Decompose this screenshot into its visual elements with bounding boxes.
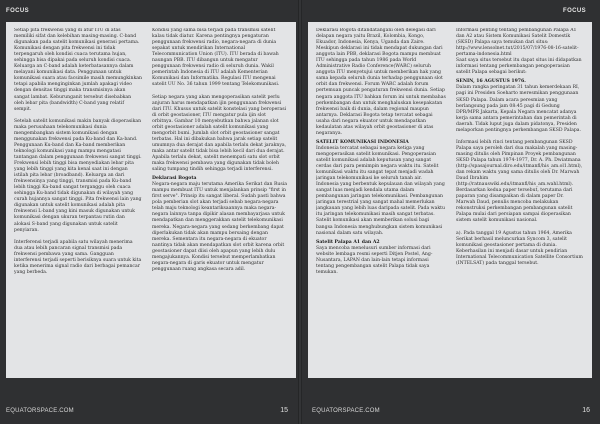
paragraph: Indonesia tercatat sebagai negara ketiga yang mengoperasikan satelit komunikasi. Pengoperasian satelit komunikasi adalah keputusan yang sangat cerdas dari para pemimpin negara waktu itu. Satelit komunikasi waktu itu sangat tepat menjadi wadah jaringan telekomunikasi ke seluruh tanah air. Indonesia yang berbentuk kepulauan dan wilayah yang sangat luas menjadi kendala utama dalam pembangunan jaringan telekomunikasi. Pembangunan jaringan terestrial yang sangat mahal memerlukan jangkauan yang lebih luas daripada satelit. Pada waktu itu jaringan telekomunikasi masih sangat terbatas. Satelit komunikasi akan memberikan solusi bagi bangsa Indonesia menghubungkan sistem komunikasi nasional dalam satu wilayah.	[316, 145, 445, 236]
source-link[interactable]: http://www.lensolnet.tut/2015/07/1976-08-16-satelit-pertama-indonesia.html	[456, 46, 579, 58]
paragraph: Kondisi yang sama bisa terjadi pada transmisi satelit kalau tidak diatur. Karena pentingnya pengaturan penggunaan frekwensi radio, negara-negara di dunia sepakat untuk mendirikan International Telecommunication Union (ITU). ITU berada di bawah naungan PBB. ITU dibangun untuk mengatur penggunaan frekwensi radio di seluruh dunia. Wakil pemerintah Indonesia di ITU adalah Kementerian Komunikasi dan Informatika. Regulasi ITU mengenai satelit UU No. 36 tahun 1999 tentang Telekomunikasi.	[152, 28, 280, 88]
section-heading: SATELIT KOMUNIKASI INDONESIA	[316, 139, 409, 145]
paragraph: Saat saya situs tersebut itu dapat situs ini didapatkan informasi tentang perkembangan pengoperasian satelit Palapa sebagai berikut:	[456, 58, 582, 76]
paragraph: a). Pada tanggal 19 Agustus tahun 1964, Amerika Serikat berhasil meluncurkan Syncom 3, satelit komunikasi geostasioner pertama di dunia. Keberhasilan ini menjadi dasar untuk pendirian International Telecommunication Satellite Consortium (INTELSAT) pada tanggal tersebut.	[456, 230, 583, 266]
content-panel	[6, 22, 296, 378]
text-column-2	[152, 28, 288, 273]
paragraph: Setelah satelit komunikasi makin banyak dioperasikan maka perusahaan telekomunikasi dunia mengembangkan sistem komunikasi dengan menggunakan frekwensi pada Ku-band dan Ka-band. Penggunaan Ku-band dan Ka-band memberikan teknologi komunikasi yang mampu mengatasi tantangan dalam penggunaan frekwensi sangat tinggi. Frekwensi lebih tinggi bisa menyediakan lebar pita yang lebih tinggi yang kita kenal saat ini dengan istilah pita lebar (broadband). Keluarga an dari frekwensinya yang tinggi, transmisi pada Ku-band lebih tinggi Ka-band sangat terganggu oleh cuaca sehingga Ku-band tidak digunakan di wilayah yang curah hujannya sangat tinggi. Pita frekwensi lain yang digunakan untuk satelit komunikasi adalah pita frekwensi L-band yang kini masuk digunakan untuk komunikasi dengan ukuran terpantau rutin dan alokasi S-band yang digunakan untuk satelit penyiaran.	[14, 118, 142, 233]
paragraph: Setiap negara yang akan mengoperasikan satelit perlu anjuran harus mendapatkan ijin penggunaan frekwensi dari ITU. Khusus untuk satelit konstelasi yang beroperasi di orbit geostasioner, ITU mengatur pula ijin slot orbitnya. Gambar 10 menyebutkan bahwa jalanan slot orbit geostasioner adalah satelit komunikasi yang mengorbit bumi. Jumlah slot orbit geostasioner sangat terbatas. Hal ini dibakukan bahwa jarak setiap satelit umumnya dua derajat dan apabila terlalu dekat jaraknya, maka antar satelit tidak bisa lebih kecil dari dua derajat. Apabila terlalu dekat, satelit menempati satu slot orbit maka frekwensi pembawa yang digunakan tidak boleh saling tumpang tindih sehingga terjadi interferensi.	[152, 94, 287, 173]
paragraph: Negara-negara maju terutama Amerika Serikat dan Rusia mampu membuat ITU untuk menjalankan prinsip "first in first serve". Prinsip itu sangat liberal. Sudah pasti bahwa pola pemberian slot akan terjadi sebab negara-negara telah maju teknologi keantariksaannya maka negara-negara lainnya tanpa dipikir alasan membayarjasa untuk mendapatkan dan menggerakkan satelit telekomunikasi mereka. Negara-negara yang sedang berkembang dapat diperlakukan tidak akan mampu bersaing dengan mereka. Sementara itu negara-negara di ekuator nantinya tidak akan mendapatkan slot orbit karena orbit geostasioner dapat diisi oleh apapun yang lebih dulu mengajukannya. Kondisi tersebut memperlambatkan negara-negara di garis ekuator untuk mengatur penggunaan ruang angkasa secara adil.	[152, 182, 287, 272]
book-spine	[298, 0, 302, 424]
text-column-1	[14, 28, 142, 276]
site-url[interactable]: EQUATORSPACE.COM	[312, 408, 380, 414]
paragraph: Saya mencoba menelusuri sumber informasi dari website lembaga resmi seperti Ditjen Postel, Ang-Nusantara, LAPAN dan lain-lain tetapi informasi tentang pengembangan satelit Palapa tidak saya temukan.	[316, 245, 433, 275]
paragraph: Deklarasi Bogota ditandatangani oleh delegasi dari delapan negara yaitu Brazil, Kolombia, Kongo, Ekuador, Indonesia, Kenya, Uganda dan Zaire. Meskipun deklarasi ini tidak mendapat dukungan dari anggota lain PBB, deklarasi Bogota mampu membuat ITU sehingga pada tahun 1986 pada World Administrative Radio Conference(WARC) seluruh anggota ITU menyetujui untuk memberikan hak yang sama kepada seluruh dunia terhadap penggunaan slot orbit dan frekwensi. Forum WARC adalah forum pertemuan puncak pengaturan frekwensi dunia. Setiap negara anggota ITU bahkan forum ini untuk membahas perkembangan dan untuk menghaluskan kesepakatan frekwensi baik di dunia, dalam regional maupun antarnya. Deklarasi Bogota tetap tercatat sebagai usaha dari negara ekuator untuk mendapatkan kedaulatan atas wilayah orbit geostasioner di atas negaranya.	[316, 28, 446, 136]
paragraph: Informasi lebih rinci tentang pembangunan SKSD Palapa saya peroleh dari dua makalah yang masing-masing ditulis oleh Pimpinan Proyek pembangunan SKSD Palapa tahun 1974-1977, Dr. A. Ph. Dwiatmana (http://spasajournal.diro.edu/itmanfl/his_am.ol1.html), dan rekam waktu yang sama ditulis oleh Dr. Marwah Daud Ibrahim (http://ratnauswiki.edu/itmanfl/his_am.wahl.html). Berdasarkan kedua paper tersebut, terutama dari paparan yang disampaikan di dalam paper Dr. Marwah Daud, penulis mencoba melakukan rekonstruksi perkembangan pembangunan satelit Palapa mulai dari persiapan sampai dioperasikan sistem satelit komunikasi nasional.	[456, 139, 583, 224]
section-header: FOCUS	[6, 8, 29, 14]
section-heading: Satelit Palapa A1 dan A2	[316, 239, 380, 245]
page-number: 15	[280, 407, 288, 414]
page-number: 16	[582, 407, 590, 414]
text-column-2	[456, 28, 584, 267]
paragraph: Setiap pita frekwensi yang di atur ITU di atas memiliki sifat dan kelebihan masing-masing. C-band digunakan pada satelit komunikasi generasi pertama. Komunikasi dengan pita frekwensi ini tidak terpengaruh oleh kondisi cuaca terutama hujan, sehingga bisa dipakai pada seluruh kondisi cuaca. Keluarga an C-band adalah keterbatasannya dalam melayani komunikasi data. Penggunaan untuk komunikasi suara atau facsimile masih memungkinkan tetapi apabila menginginkan jumlah apakagi video dengan densitas tinggi maka transmisinya akan sangat lambat. Keburunganit tersebut disebabkan oleh lebar pita (bandwidth) C-band yang relatif sempit.	[14, 28, 142, 112]
section-heading: Deklarasi Bogota	[152, 176, 197, 182]
text-column-1	[316, 28, 446, 276]
paragraph: Interferensi terjadi apabila satu wilayah menerima dua atau lebih pancaran signal transmisi pada frekwensi pembawa yang sama. Gangguan interferensi terjadi seperti berisiknya suara untuk kita ketika menerima signal radio dari berbagai pemancar yang berbeda.	[14, 239, 142, 275]
right-page	[300, 0, 600, 424]
paragraph: Informasi penting tentang pembangunan Palapa A1 dan A2 atau Sistem Komunikasi Satelit Domestik (SKSD) Palapa saya temukan dari situs:	[456, 28, 577, 46]
site-url[interactable]: EQUATORSPACE.COM	[6, 408, 74, 414]
section-header: FOCUS	[563, 8, 586, 14]
content-panel	[308, 22, 592, 378]
paragraph: Dalam rangka peringatan 31 tahun kemerdekaan RI, pagi ini Presiden Soeharto meresmikan penggunaan SKSD Palapa. Dalam acara peresmian yang berlangsung pada jam 08:45 pagi di Gedung DPR/MPR Jakarta, Kepala Negara mencatat adanya kerja sama antara pemerintahan dan pemerintah di daerah. Tidak luput juga dalam pidatonya, Presiden melaporkan pentingnya perkembangan SKSD Palapa.	[456, 85, 581, 133]
date-heading: SENIN, 16 AGUSTUS 1976.	[456, 79, 526, 85]
